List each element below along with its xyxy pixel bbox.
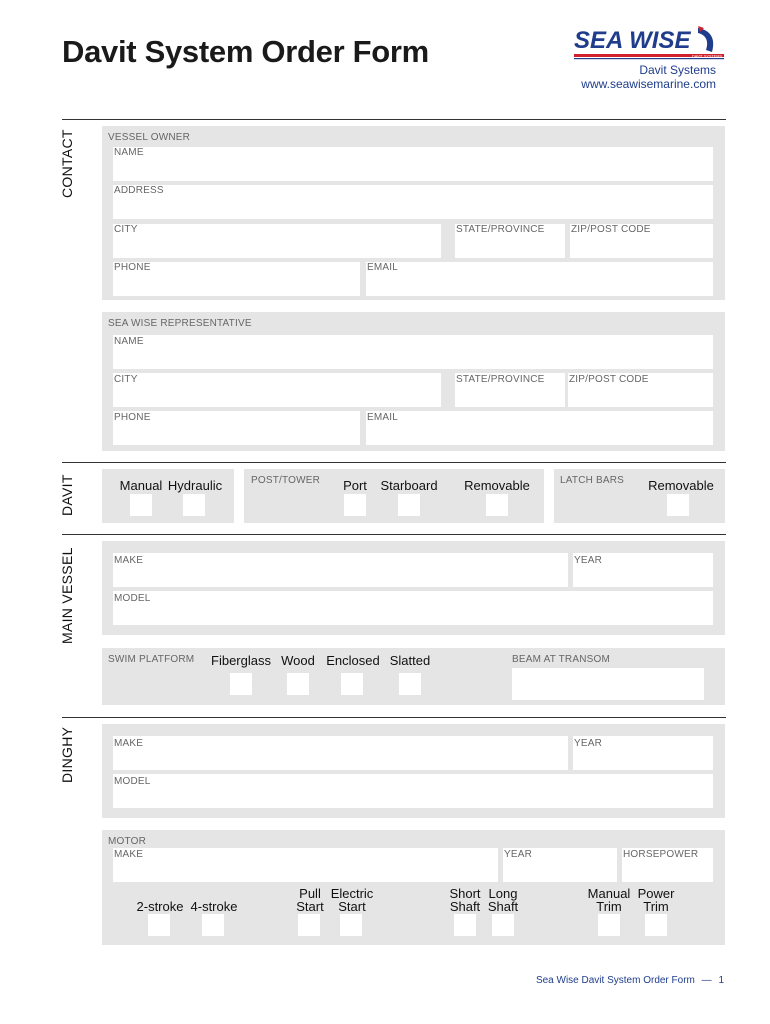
rep-phone-field[interactable] — [113, 411, 360, 445]
dinghy-make-label: MAKE — [114, 738, 144, 749]
owner-city-field[interactable] — [113, 224, 441, 258]
manual-trim-line-2: Trim — [596, 899, 622, 914]
dinghy-make-field[interactable] — [113, 736, 568, 770]
vessel-make-label: MAKE — [114, 555, 144, 566]
owner-zip-field[interactable] — [570, 224, 713, 258]
vessel-model-label: MODEL — [114, 593, 151, 604]
manual-trim-option-label — [586, 887, 632, 913]
power-trim-checkbox[interactable] — [645, 914, 667, 936]
manual-option-label: Manual — [119, 478, 163, 493]
long-shaft-line-1: Long — [488, 886, 518, 901]
rep-phone-label: PHONE — [114, 412, 151, 423]
hydraulic-checkbox[interactable] — [183, 494, 205, 516]
owner-city-label: CITY — [114, 224, 138, 235]
fiberglass-option-label: Fiberglass — [211, 653, 271, 668]
wood-option-label: Wood — [281, 653, 315, 668]
main-vessel-panel — [102, 541, 725, 635]
removable-checkbox[interactable] — [486, 494, 508, 516]
beam-at-transom-field[interactable] — [512, 668, 704, 700]
long-shaft-line-2: Shaft — [487, 899, 519, 914]
owner-email-label: EMAIL — [367, 262, 399, 273]
rep-state-label: STATE/PROVINCE — [456, 374, 545, 385]
manual-trim-line-1: Manual — [587, 886, 631, 901]
post-tower-heading: POST/TOWER — [251, 475, 321, 486]
company-info — [560, 63, 716, 91]
rep-heading: SEA WISE REPRESENTATIVE — [108, 318, 252, 329]
power-trim-option-label — [634, 887, 678, 913]
swim-platform-panel — [102, 648, 725, 705]
section-divider — [62, 462, 726, 463]
power-trim-line-1: Power — [637, 886, 675, 901]
electric-start-line-2: Start — [338, 899, 366, 914]
slatted-option-label: Slatted — [389, 653, 431, 668]
latch-removable-option-label: Removable — [648, 478, 714, 493]
pull-start-line-2: Start — [296, 899, 324, 914]
port-option-label: Port — [343, 478, 367, 493]
vessel-owner-heading: VESSEL OWNER — [108, 132, 191, 143]
rep-name-label: NAME — [114, 336, 144, 347]
owner-address-label: ADDRESS — [114, 185, 164, 196]
dinghy-year-field[interactable] — [573, 736, 713, 770]
motor-panel — [102, 830, 725, 945]
vessel-year-field[interactable] — [573, 553, 713, 587]
vessel-year-label: YEAR — [574, 555, 603, 566]
davit-type-panel — [102, 469, 234, 523]
owner-name-label: NAME — [114, 147, 144, 158]
page-title: Davit System Order Form — [62, 34, 429, 69]
motor-make-label: MAKE — [114, 849, 144, 860]
removable-option-label: Removable — [464, 478, 530, 493]
sea-wise-logo — [570, 24, 726, 68]
rep-name-field[interactable] — [113, 335, 713, 369]
slatted-checkbox[interactable] — [399, 673, 421, 695]
owner-name-field[interactable] — [113, 147, 713, 181]
latch-bars-heading: LATCH BARS — [560, 475, 625, 486]
dinghy-year-label: YEAR — [574, 738, 603, 749]
logo-wordmark: SEA WISE — [574, 27, 691, 54]
fiberglass-checkbox[interactable] — [230, 673, 252, 695]
owner-zip-label: ZIP/POST CODE — [571, 224, 651, 235]
rep-city-field[interactable] — [113, 373, 441, 407]
logo-tagline: DAVIT SYSTEMS — [691, 54, 722, 59]
section-divider — [62, 534, 726, 535]
section-divider — [62, 119, 726, 120]
starboard-option-label: Starboard — [380, 478, 438, 493]
section-divider — [62, 717, 726, 718]
short-shaft-option-label — [446, 887, 484, 913]
rep-email-label: EMAIL — [367, 412, 399, 423]
electric-start-checkbox[interactable] — [340, 914, 362, 936]
owner-state-label: STATE/PROVINCE — [456, 224, 545, 235]
footer-text: Sea Wise Davit System Order Form — [535, 975, 695, 986]
starboard-checkbox[interactable] — [398, 494, 420, 516]
vessel-owner-panel — [102, 126, 725, 300]
short-shaft-checkbox[interactable] — [454, 914, 476, 936]
long-shaft-option-label — [484, 887, 522, 913]
owner-state-field[interactable] — [455, 224, 565, 258]
long-shaft-checkbox[interactable] — [492, 914, 514, 936]
pull-start-checkbox[interactable] — [298, 914, 320, 936]
rep-city-label: CITY — [114, 374, 138, 385]
enclosed-option-label: Enclosed — [326, 653, 380, 668]
short-shaft-line-1: Short — [449, 886, 481, 901]
owner-address-field[interactable] — [113, 185, 713, 219]
dinghy-model-field[interactable] — [113, 774, 713, 808]
enclosed-checkbox[interactable] — [341, 673, 363, 695]
beam-at-transom-heading: BEAM AT TRANSOM — [512, 654, 611, 665]
section-label-contact: CONTACT — [59, 129, 75, 198]
dinghy-model-label: MODEL — [114, 776, 151, 787]
section-label-main-vessel: MAIN VESSEL — [59, 547, 75, 644]
latch-bars-panel — [554, 469, 725, 523]
wood-checkbox[interactable] — [287, 673, 309, 695]
section-label-dinghy: DINGHY — [59, 726, 75, 783]
manual-checkbox[interactable] — [130, 494, 152, 516]
pull-start-option-label — [291, 887, 329, 913]
four-stroke-option-label: 4-stroke — [190, 899, 238, 914]
motor-horsepower-label: HORSEPOWER — [623, 849, 699, 860]
dinghy-panel — [102, 724, 725, 818]
motor-horsepower-field[interactable] — [622, 848, 713, 882]
rep-state-field[interactable] — [455, 373, 565, 407]
rep-zip-label: ZIP/POST CODE — [569, 374, 649, 385]
owner-phone-label: PHONE — [114, 262, 151, 273]
motor-year-label: YEAR — [504, 849, 533, 860]
electric-start-line-1: Electric — [330, 886, 374, 901]
motor-year-field[interactable] — [503, 848, 617, 882]
owner-email-field[interactable] — [366, 262, 713, 296]
power-trim-line-2: Trim — [643, 899, 669, 914]
electric-start-option-label — [327, 887, 377, 913]
vessel-model-field[interactable] — [113, 591, 713, 625]
four-stroke-checkbox[interactable] — [202, 914, 224, 936]
rep-zip-field[interactable] — [568, 373, 713, 407]
two-stroke-option-label: 2-stroke — [136, 899, 184, 914]
company-subtitle: Davit Systems — [639, 63, 716, 77]
post-tower-panel — [244, 469, 544, 523]
page-footer — [536, 975, 724, 986]
two-stroke-checkbox[interactable] — [148, 914, 170, 936]
motor-make-field[interactable] — [113, 848, 498, 882]
swim-platform-heading: SWIM PLATFORM — [108, 654, 195, 665]
pull-start-line-1: Pull — [299, 886, 321, 901]
latch-removable-checkbox[interactable] — [667, 494, 689, 516]
section-label-davit: DAVIT — [59, 474, 75, 516]
page-number: 1 — [718, 975, 724, 986]
motor-heading: MOTOR — [108, 836, 147, 847]
rep-email-field[interactable] — [366, 411, 713, 445]
port-checkbox[interactable] — [344, 494, 366, 516]
manual-trim-checkbox[interactable] — [598, 914, 620, 936]
company-website: www.seawisemarine.com — [581, 77, 716, 91]
sea-wise-rep-panel — [102, 312, 725, 451]
owner-phone-field[interactable] — [113, 262, 360, 296]
footer-separator: — — [701, 975, 712, 986]
hydraulic-option-label: Hydraulic — [167, 478, 223, 493]
vessel-make-field[interactable] — [113, 553, 568, 587]
short-shaft-line-2: Shaft — [449, 899, 481, 914]
